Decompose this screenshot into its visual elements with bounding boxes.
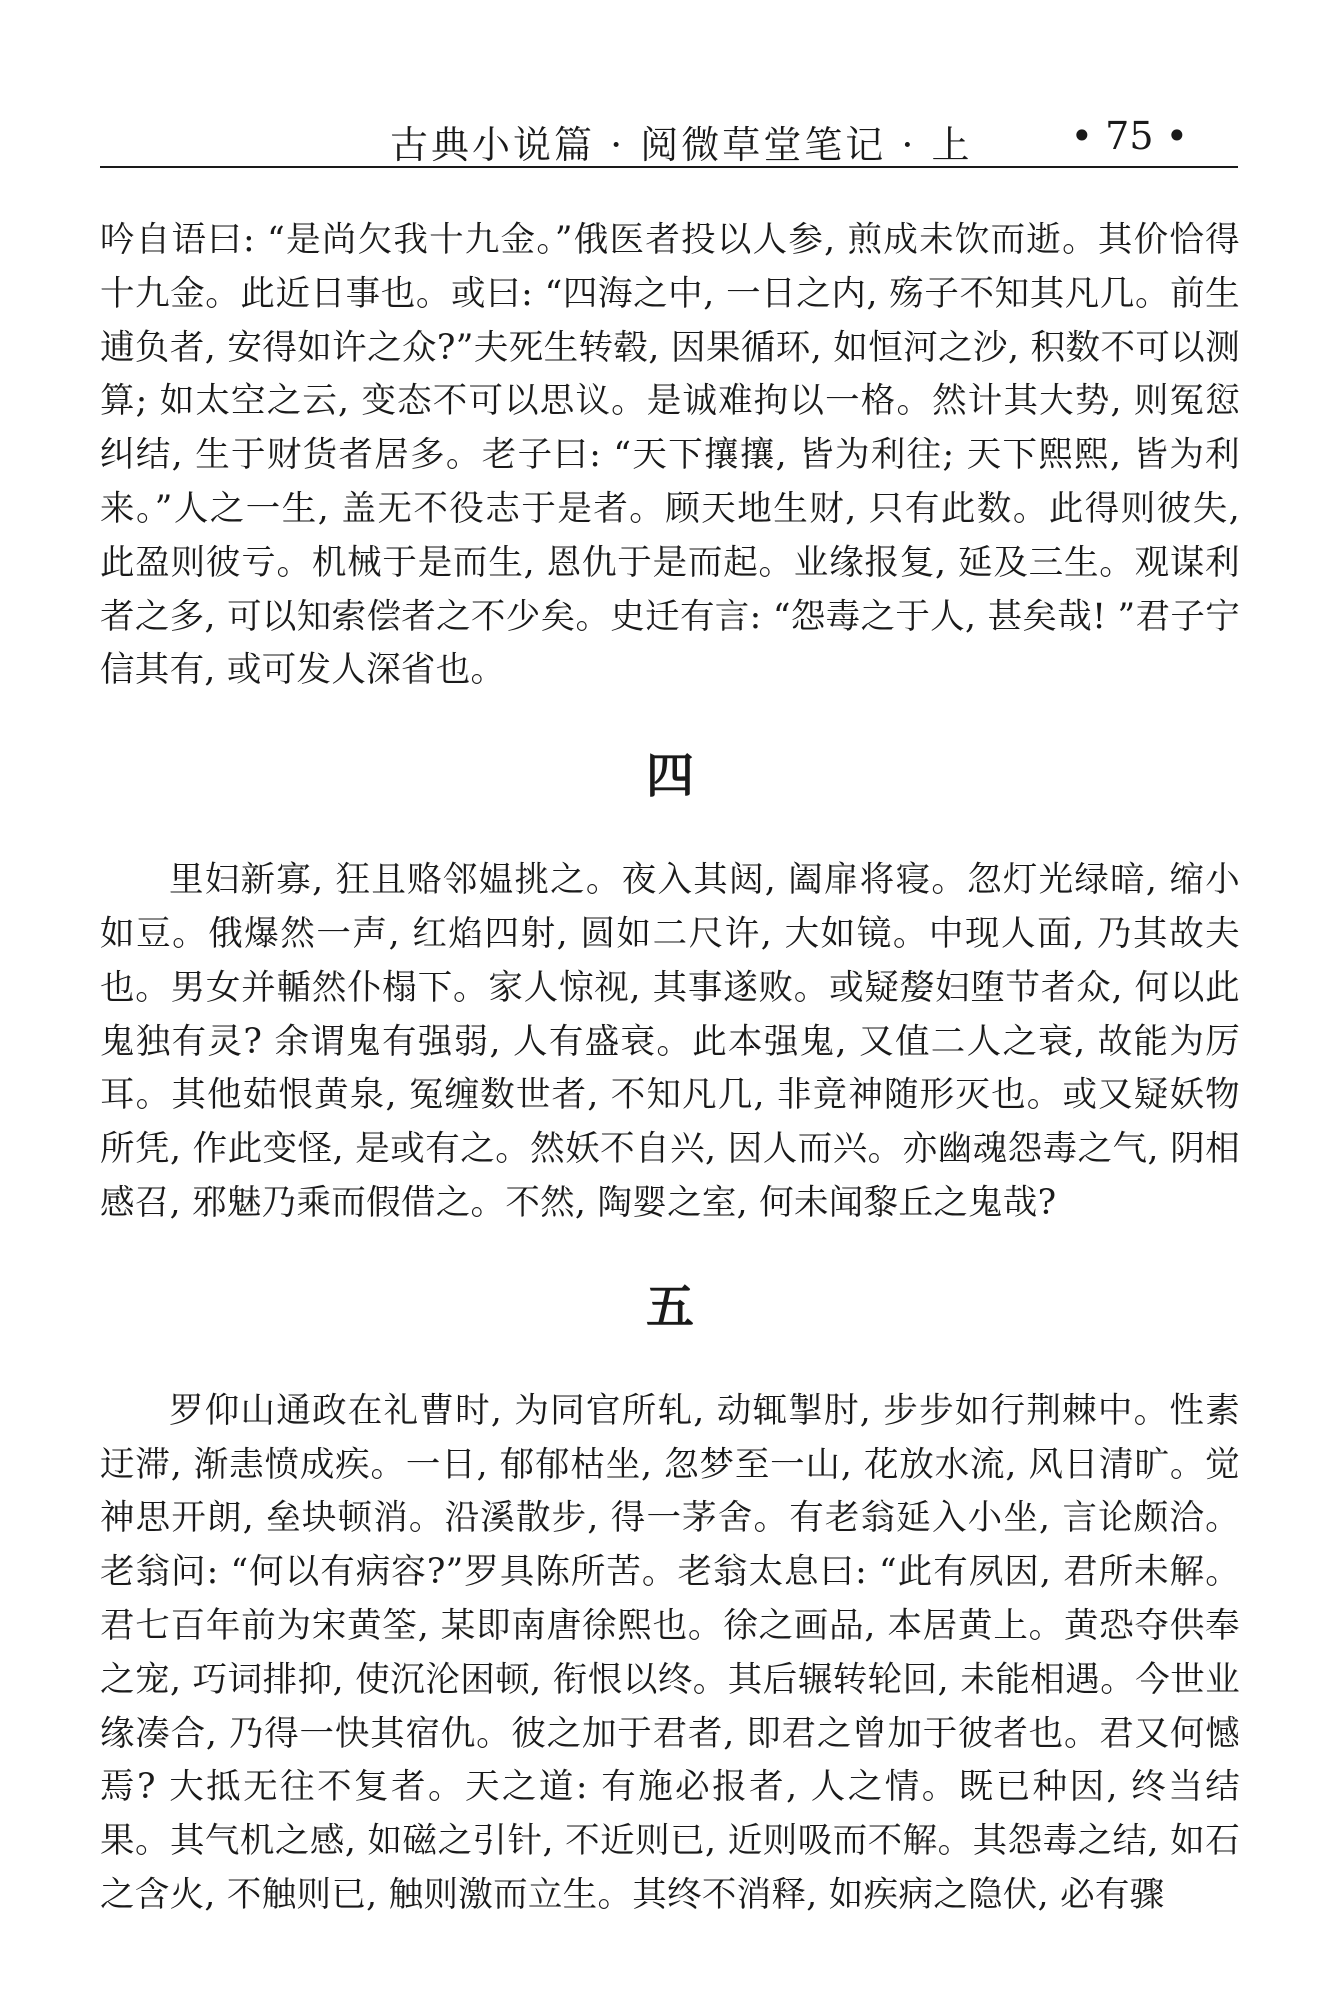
section-four-heading: 四	[645, 748, 694, 805]
body-text	[100, 214, 1240, 1923]
section-four-paragraph: 里妇新寡, 狂且赂邻媪挑之。夜入其闼, 阖扉将寝。忽灯光绿暗, 缩小如豆。俄爆然一声, 红焰四射, 圆如二尺许, 大如镜。中现人面, 乃其故夫也。男女并輴然仆榻下。家人惊视, 其事遂败。或疑嫠妇堕节者众, 何以此鬼独有灵? 余谓鬼有强弱, 人有盛衰。此本强鬼, 又值二人之衰, 故能为厉耳。其他茹恨黄泉, 冤缠数世者, 不知凡几, 非竟神随形灭也。或又疑妖物所凭, 作此变怪, 是或有之。然妖不自兴, 因人而兴。亦幽魂怨毒之气, 阴相感召, 邪魅乃乘而假借之。不然, 陶婴之室, 何未闻黎丘之鬼哉?	[100, 860, 1240, 1223]
section-five-heading: 五	[645, 1278, 694, 1335]
running-header	[100, 110, 1238, 168]
running-title: 古典小说篇 · 阅微草堂笔记 · 上	[390, 123, 973, 167]
page-number: • 75 •	[1070, 114, 1188, 158]
continued-paragraph: 吟自语曰: “是尚欠我十九金。”俄医者投以人参, 煎成未饮而逝。其价恰得十九金。此近日事也。或曰: “四海之中, 一日之内, 殇子不知其凡几。前生逋负者, 安得如许之众?”夫死生转毂, 因果循环, 如恒河之沙, 积数不可以测算; 如太空之云, 变态不可以思议。是诚难拘以一格。然计其大势, 则冤愆纠结, 生于财货者居多。老子曰: “天下攘攘, 皆为利往; 天下熙熙, 皆为利来。”人之一生, 盖无不役志于是者。顾天地生财, 只有此数。此得则彼失, 此盈则彼亏。机械于是而生, 恩仇于是而起。业缘报复, 延及三生。观谋利者之多, 可以知索偿者之不少矣。史迁有言: “怨毒之于人, 甚矣哉! ”君子宁信其有, 或可发人深省也。	[100, 220, 1240, 691]
section-five-paragraph: 罗仰山通政在礼曹时, 为同官所轧, 动辄掣肘, 步步如行荆棘中。性素迂滞, 渐恚愤成疾。一日, 郁郁枯坐, 忽梦至一山, 花放水流, 风日清旷。觉神思开朗, 垒块顿消。沿溪散步, 得一茅舍。有老翁延入小坐, 言论颇洽。老翁问: “何以有病容?”罗具陈所苦。老翁太息曰: “此有夙因, 君所未解。君七百年前为宋黄筌, 某即南唐徐熙也。徐之画品, 本居黄上。黄恐夺供奉之宠, 巧词排抑, 使沉沦困顿, 衔恨以终。其后辗转轮回, 未能相遇。今世业缘凑合, 乃得一快其宿仇。彼之加于君者, 即君之曾加于彼者也。君又何憾焉? 大抵无往不复者。天之道: 有施必报者, 人之情。既已种因, 终当结果。其气机之感, 如磁之引针, 不近则已, 近则吸而不解。其怨毒之结, 如石之含火, 不触则已, 触则激而立生。其终不消释, 如疾病之隐伏, 必有骤	[100, 1390, 1240, 1915]
